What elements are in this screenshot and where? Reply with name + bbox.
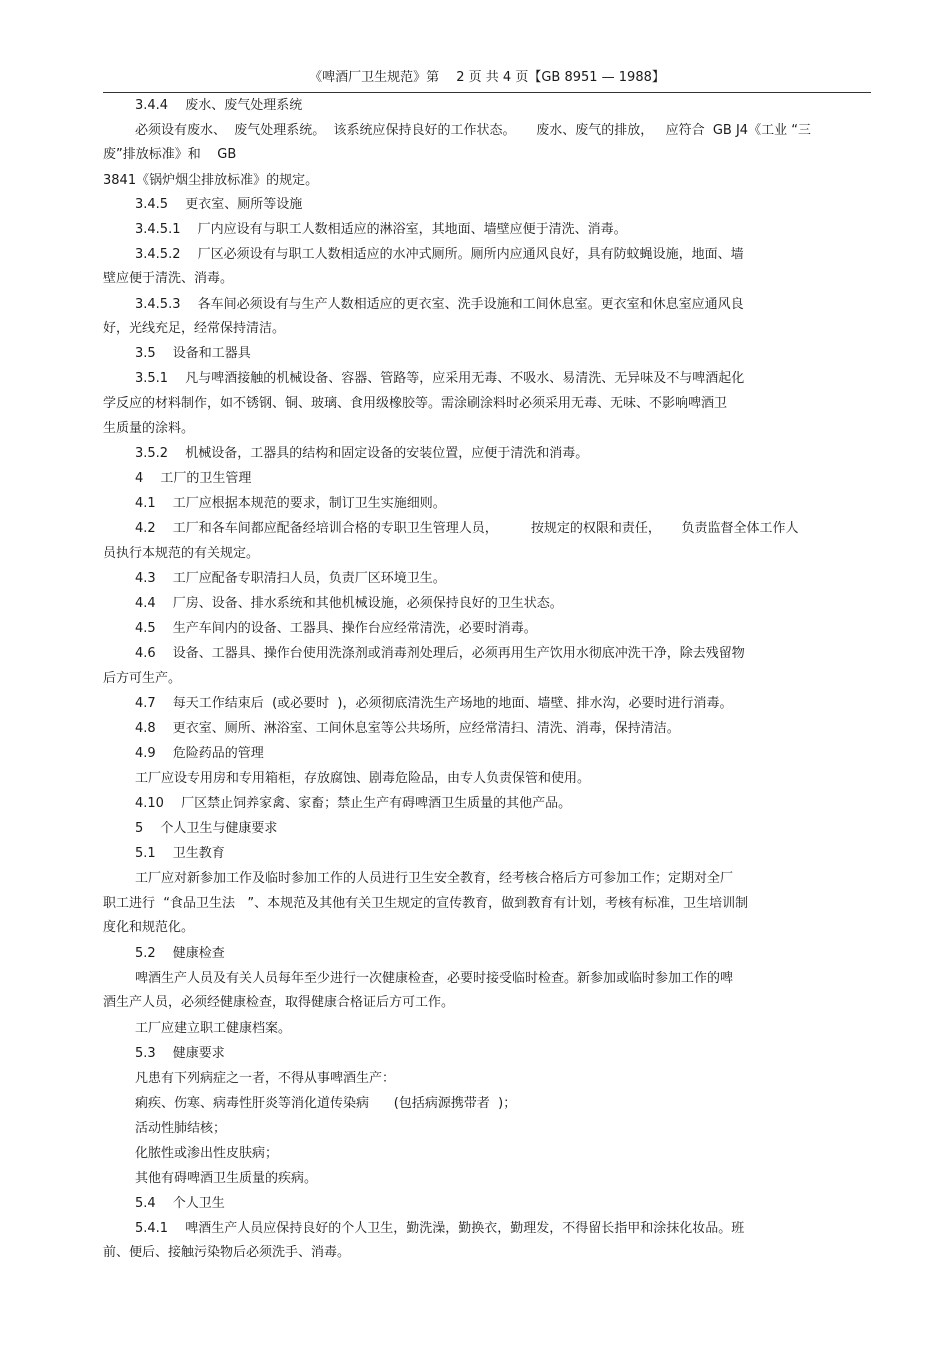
section-heading: 3.4.4 废水、废气处理系统	[135, 98, 303, 113]
section-heading: 5.2 健康检查	[135, 946, 225, 961]
list-item: 活动性肺结核；	[135, 1121, 227, 1136]
page-header: 《啤酒厂卫生规范》第 2 页 共 4 页【GB 8951 — 1988】	[309, 70, 665, 85]
paragraph-line: 工厂应设专用房和专用箱柜，存放腐蚀、剧毒危险品，由专人负责保管和使用。	[135, 771, 591, 786]
paragraph-line: 工厂应对新参加工作及临时参加工作的人员进行卫生安全教育，经考核合格后方可参加工作；定期对全厂	[135, 871, 734, 886]
paragraph-line: 工厂应建立职工健康档案。	[135, 1021, 292, 1036]
paragraph-line: 3841《锅炉烟尘排放标准》的规定。	[103, 173, 319, 188]
paragraph-line: 4.8 更衣室、厕所、淋浴室、工间休息室等公共场所，应经常清扫、清洗、消毒，保持清洁。	[135, 721, 680, 736]
section-heading: 3.5 设备和工器具	[135, 346, 251, 361]
paragraph-line: 4.7 每天工作结束后 (或必要时 )，必须彻底清洗生产场地的地面、墙壁、排水沟，必要时进行消毒。	[135, 696, 733, 711]
paragraph-line: 4.10 厂区禁止饲养家禽、家畜；禁止生产有碍啤酒卫生质量的其他产品。	[135, 796, 572, 811]
paragraph-line: 4.6 设备、工器具、操作台使用洗涤剂或消毒剂处理后，必须再用生产饮用水彻底冲洗干净，除去残留物	[135, 646, 745, 661]
paragraph-line: 3.5.2 机械设备，工器具的结构和固定设备的安装位置，应便于清洗和消毒。	[135, 446, 589, 461]
paragraph-line: 后方可生产。	[103, 671, 182, 686]
paragraph-line: 好，光线充足，经常保持清洁。	[103, 321, 286, 336]
section-heading: 5.1 卫生教育	[135, 846, 225, 861]
list-item: 化脓性或渗出性皮肤病；	[135, 1146, 279, 1161]
paragraph-line: 4.1 工厂应根据本规范的要求，制订卫生实施细则。	[135, 496, 446, 511]
paragraph-line: 前、便后、接触污染物后必须洗手、消毒。	[103, 1245, 351, 1260]
paragraph-line: 生质量的涂料。	[103, 421, 195, 436]
paragraph-line: 凡患有下列病症之一者，不得从事啤酒生产：	[135, 1071, 396, 1086]
section-heading: 5 个人卫生与健康要求	[135, 821, 278, 836]
paragraph-line: 度化和规范化。	[103, 920, 195, 935]
paragraph-line: 学反应的材料制作，如不锈钢、铜、玻璃、食用级橡胶等。需涂刷涂料时必须采用无毒、无味、不影响啤酒卫	[103, 396, 728, 411]
section-heading: 4.9 危险药品的管理	[135, 746, 264, 761]
paragraph-line: 4.3 工厂应配备专职清扫人员，负责厂区环境卫生。	[135, 571, 446, 586]
paragraph-line: 3.5.1 凡与啤酒接触的机械设备、容器、管路等，应采用无毒、不吸水、易清洗、无异味及不与啤酒起化	[135, 371, 745, 386]
list-item: 痢疾、伤寒、病毒性肝炎等消化道传染病 (包括病源携带者 )；	[135, 1096, 517, 1111]
paragraph-line: 员执行本规范的有关规定。	[103, 546, 260, 561]
paragraph-line: 3.4.5.3 各车间必须设有与生产人数相适应的更衣室、洗手设施和工间休息室。更衣室和休息室应通风良	[135, 297, 744, 312]
section-heading: 5.3 健康要求	[135, 1046, 225, 1061]
paragraph-line: 必须设有废水、 废气处理系统。 该系统应保持良好的工作状态。 废水、废气的排放， 应符合 GB J4《工业 “三	[135, 123, 811, 138]
paragraph-line: 3.4.5.2 厂区必须设有与职工人数相适应的水冲式厕所。厕所内应通风良好，具有防蚊蝇设施，地面、墙	[135, 247, 744, 262]
paragraph-line: 4.2 工厂和各车间都应配备经培训合格的专职卫生管理人员， 按规定的权限和责任， 负责监督全体工作人	[135, 521, 799, 536]
paragraph-line: 5.4.1 啤酒生产人员应保持良好的个人卫生，勤洗澡，勤换衣，勤理发，不得留长指甲和涂抹化妆品。班	[135, 1221, 745, 1236]
paragraph-line: 酒生产人员，必须经健康检查，取得健康合格证后方可工作。	[103, 995, 455, 1010]
paragraph-line: 3.4.5.1 厂内应设有与职工人数相适应的淋浴室，其地面、墙壁应便于清洗、消毒。	[135, 222, 627, 237]
paragraph-line: 壁应便于清洗、消毒。	[103, 271, 234, 286]
paragraph-line: 职工进行 “食品卫生法 ”、本规范及其他有关卫生规定的宣传教育，做到教育有计划，考核有标准，卫生培训制	[103, 896, 749, 911]
paragraph-line: 4.4 厂房、设备、排水系统和其他机械设施，必须保持良好的卫生状态。	[135, 596, 563, 611]
list-item: 其他有碍啤酒卫生质量的疾病。	[135, 1171, 318, 1186]
section-heading: 5.4 个人卫生	[135, 1196, 225, 1211]
section-heading: 4 工厂的卫生管理	[135, 471, 252, 486]
paragraph-line: 4.5 生产车间内的设备、工器具、操作台应经常清洗，必要时消毒。	[135, 621, 537, 636]
paragraph-line: 废”排放标准》和 GB	[103, 147, 237, 162]
section-heading: 3.4.5 更衣室、厕所等设施	[135, 197, 303, 212]
paragraph-line: 啤酒生产人员及有关人员每年至少进行一次健康检查，必要时接受临时检查。新参加或临时参加工作的啤	[135, 971, 734, 986]
header-rule	[103, 92, 871, 93]
